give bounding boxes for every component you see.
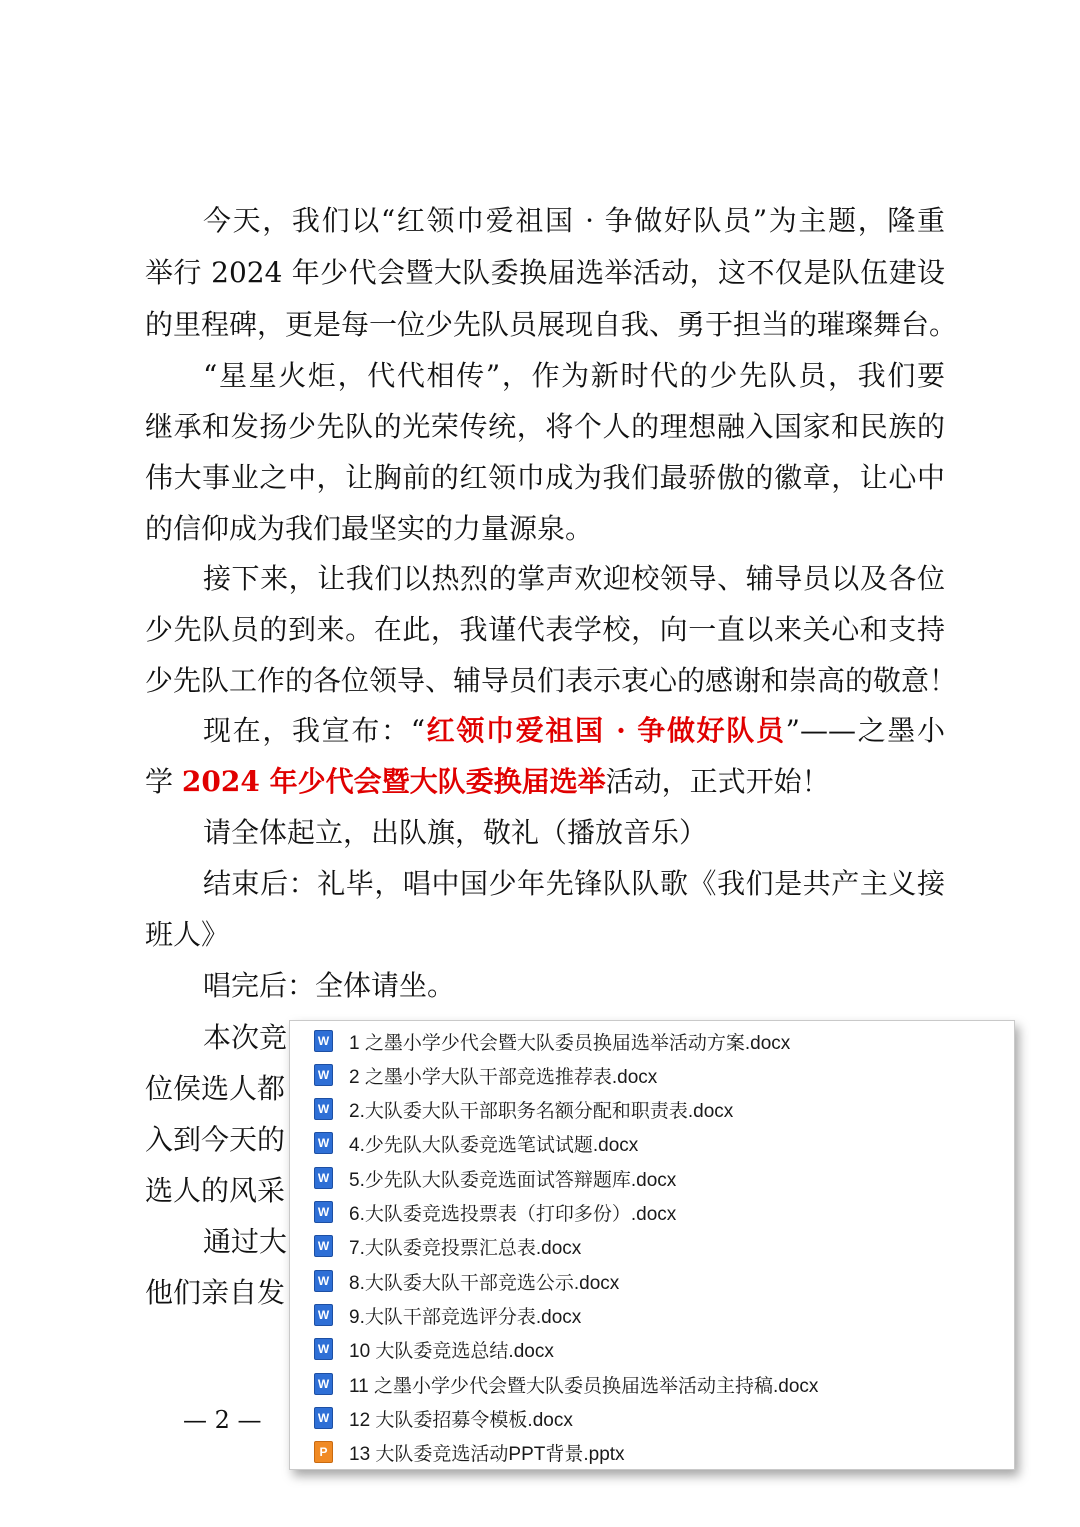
partial-line-4: 选人的风采 bbox=[145, 1174, 286, 1207]
file-item[interactable] bbox=[314, 1369, 818, 1399]
word-doc-icon: W bbox=[314, 1167, 333, 1189]
file-item[interactable] bbox=[314, 1231, 581, 1261]
partial-line-1: 本次竞 bbox=[203, 1021, 288, 1054]
file-name: 1 之墨小学少代会暨大队委员换届选举活动方案.docx bbox=[349, 1032, 791, 1054]
file-name: 2 之墨小学大队干部竞选推荐表.docx bbox=[349, 1066, 658, 1088]
p4-text-b: ”——之墨小 bbox=[785, 714, 945, 747]
word-doc-icon: W bbox=[314, 1304, 333, 1326]
p2-line-2: 继承和发扬少先队的光荣传统，将个人的理想融入国家和民族的 bbox=[145, 410, 945, 443]
word-doc-icon: W bbox=[314, 1338, 333, 1360]
file-item[interactable] bbox=[314, 1334, 554, 1364]
word-doc-icon: W bbox=[314, 1235, 333, 1257]
file-item[interactable] bbox=[314, 1403, 573, 1433]
partial-line-2: 位侯选人都 bbox=[145, 1072, 286, 1105]
p4-red-event: 2024 年少代会暨大队委换届选举 bbox=[181, 765, 606, 798]
file-name: 12 大队委招募令模板.docx bbox=[349, 1409, 573, 1431]
file-item[interactable] bbox=[314, 1094, 733, 1124]
ppt-file-icon: P bbox=[314, 1441, 333, 1463]
word-doc-icon: W bbox=[314, 1201, 333, 1223]
partial-line-3: 入到今天的 bbox=[145, 1123, 286, 1156]
word-doc-icon: W bbox=[314, 1373, 333, 1395]
p6-line-2: 班人》 bbox=[145, 918, 230, 951]
file-name: 9.大队干部竞选评分表.docx bbox=[349, 1306, 582, 1328]
p7-line: 唱完后：全体请坐。 bbox=[203, 969, 456, 1002]
file-item[interactable] bbox=[314, 1026, 790, 1056]
p2-line-3: 伟大事业之中，让胸前的红领巾成为我们最骄傲的徽章，让心中 bbox=[145, 461, 945, 494]
file-item[interactable] bbox=[314, 1266, 619, 1296]
word-doc-icon: W bbox=[314, 1132, 333, 1154]
p5-line: 请全体起立，出队旗，敬礼（播放音乐） bbox=[203, 816, 708, 849]
file-item[interactable] bbox=[314, 1300, 581, 1330]
word-doc-icon: W bbox=[314, 1407, 333, 1429]
file-name: 8.大队委大队干部竞选公示.docx bbox=[349, 1272, 620, 1294]
word-doc-icon: W bbox=[314, 1064, 333, 1086]
file-list-panel bbox=[289, 1020, 1015, 1470]
p4-text-c: 学 bbox=[145, 765, 182, 798]
file-name: 10 大队委竞选总结.docx bbox=[349, 1340, 554, 1362]
file-item[interactable] bbox=[314, 1060, 657, 1090]
file-item[interactable] bbox=[314, 1128, 638, 1158]
file-name: 2.大队委大队干部职务名额分配和职责表.docx bbox=[349, 1100, 734, 1122]
p2-line-4: 的信仰成为我们最坚实的力量源泉。 bbox=[145, 512, 594, 545]
file-item[interactable] bbox=[314, 1437, 625, 1467]
file-item[interactable] bbox=[314, 1197, 676, 1227]
file-item[interactable] bbox=[314, 1163, 676, 1193]
word-doc-icon: W bbox=[314, 1270, 333, 1292]
partial-line-6: 他们亲自发 bbox=[145, 1276, 286, 1309]
p1-line-2: 举行 2024 年少代会暨大队委换届选举活动，这不仅是队伍建设 bbox=[145, 256, 945, 289]
p4-red-slogan: 红领巾爱祖国 · 争做好队员 bbox=[425, 714, 786, 747]
p4-line-2 bbox=[145, 756, 945, 808]
file-name: 6.大队委竞选投票表（打印多份）.docx bbox=[349, 1203, 677, 1225]
p4-line-1 bbox=[203, 705, 945, 757]
file-name: 4.少先队大队委竞选笔试试题.docx bbox=[349, 1134, 639, 1156]
p3-line-3: 少先队工作的各位领导、辅导员们表示衷心的感谢和崇高的敬意！ bbox=[145, 664, 958, 697]
p4-text-a: 现在，我宣布：“ bbox=[203, 714, 426, 747]
file-name: 13 大队委竞选活动PPT背景.pptx bbox=[349, 1443, 625, 1465]
word-doc-icon: W bbox=[314, 1030, 333, 1052]
word-doc-icon: W bbox=[314, 1098, 333, 1120]
file-name: 7.大队委竞投票汇总表.docx bbox=[349, 1237, 582, 1259]
p1-line-1: 今天，我们以“红领巾爱祖国 · 争做好队员”为主题，隆重 bbox=[203, 204, 945, 237]
p2-line-1: “星星火炬，代代相传”，作为新时代的少先队员，我们要 bbox=[203, 359, 945, 392]
p3-line-1: 接下来，让我们以热烈的掌声欢迎校领导、辅导员以及各位 bbox=[203, 562, 945, 595]
partial-line-5: 通过大 bbox=[203, 1225, 288, 1258]
p4-text-d: 活动，正式开始！ bbox=[605, 765, 830, 798]
p6-line-1: 结束后：礼毕，唱中国少年先锋队队歌《我们是共产主义接 bbox=[203, 867, 945, 900]
p1-line-3: 的里程碑，更是每一位少先队员展现自我、勇于担当的璀璨舞台。 bbox=[145, 308, 958, 341]
page-number: — 2 — bbox=[183, 1406, 262, 1434]
p3-line-2: 少先队员的到来。在此，我谨代表学校，向一直以来关心和支持 bbox=[145, 613, 945, 646]
file-name: 11 之墨小学少代会暨大队委员换届选举活动主持稿.docx bbox=[349, 1375, 819, 1397]
file-name: 5.少先队大队委竞选面试答辩题库.docx bbox=[349, 1169, 677, 1191]
